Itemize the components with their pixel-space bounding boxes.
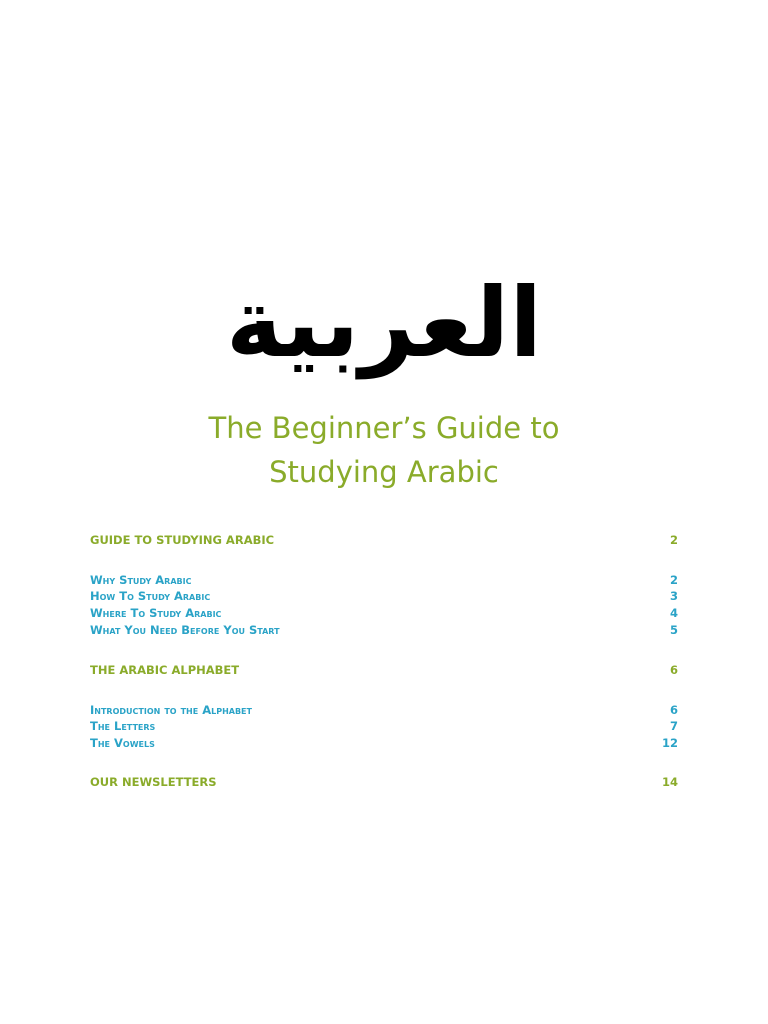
toc-entry-label: THE ARABIC ALPHABET [90,663,240,677]
toc-entry-page: 2 [669,533,678,547]
toc-entry-the-vowels[interactable] [90,736,678,750]
toc-entry-page: 5 [669,623,678,637]
toc-entry-label: OUR NEWSLETTERS [90,775,217,789]
toc-entry-label: Why Study Arabic [90,573,192,587]
toc-entry-the-letters[interactable] [90,719,678,733]
toc-entry-guide-to-studying-arabic[interactable] [90,533,678,547]
toc-entry-page: 14 [661,775,678,789]
arabic-logo [0,258,768,388]
toc-entry-label: Where To Study Arabic [90,606,222,620]
toc-entry-introduction-to-the-alphabet[interactable] [90,703,678,717]
toc-entry-the-arabic-alphabet[interactable] [90,663,678,677]
toc-entry-page: 6 [669,663,678,677]
toc-entry-how-to-study-arabic[interactable] [90,589,678,603]
title-line-1: The Beginner’s Guide to [208,411,560,445]
toc-entry-label: The Vowels [90,736,155,750]
arabic-logo-text: العربية [225,267,543,379]
toc-entry-page: 7 [669,719,678,733]
toc-entry-why-study-arabic[interactable] [90,573,678,587]
toc-entry-label: GUIDE TO STUDYING ARABIC [90,533,275,547]
toc-entry-label: How To Study Arabic [90,589,211,603]
toc-entry-our-newsletters[interactable] [90,775,678,789]
toc-entry-page: 2 [669,573,678,587]
toc-entry-label: Introduction to the Alphabet [90,703,252,717]
page-title [0,406,768,494]
toc-entry-label: What You Need Before You Start [90,623,280,637]
toc-entry-what-you-need-before-you-start[interactable] [90,623,678,637]
toc-entry-page: 6 [669,703,678,717]
arabic-calligraphy [224,258,544,388]
toc-entry-where-to-study-arabic[interactable] [90,606,678,620]
toc-entry-label: The Letters [90,719,156,733]
toc-entry-page: 12 [661,736,678,750]
toc-entry-page: 4 [669,606,678,620]
toc-entry-page: 3 [669,589,678,603]
title-line-2: Studying Arabic [269,455,499,489]
